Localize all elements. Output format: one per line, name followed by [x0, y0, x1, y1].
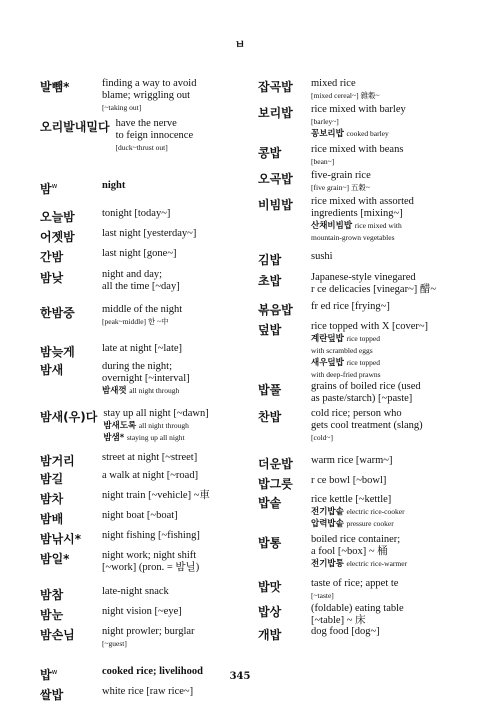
- sub-entry: 전기밥통 electric rice-warmer: [311, 559, 408, 569]
- entry-definition: [102, 78, 250, 114]
- definition-line: cooked rice; livelihood: [102, 666, 203, 677]
- definition-line: ingredients [mixing~]: [311, 208, 403, 219]
- definition-line: night work; night shift: [102, 550, 197, 561]
- entry-headword: 비빔밥: [258, 198, 293, 212]
- dictionary-entry: [40, 686, 250, 703]
- definition-line: boiled rice container;: [311, 534, 401, 545]
- entry-headword: 밤낚시*: [40, 532, 82, 546]
- definition-line: sushi: [311, 251, 333, 262]
- definition-line: stay up all night [~dawn]: [103, 408, 209, 419]
- definition-line: tonight [today~]: [102, 208, 171, 219]
- entry-headword: 보리밥: [258, 106, 293, 120]
- entry-headword: 밤손님: [40, 628, 75, 642]
- entry-headword: 밥$^w$: [40, 668, 58, 682]
- entry-headword: 쌀밥: [40, 688, 64, 702]
- sub-entry: 꽁보리밥 cooked barley: [311, 129, 389, 139]
- entry-definition: [102, 490, 250, 507]
- definition-line: rice kettle [~kettle]: [311, 494, 392, 505]
- dictionary-entry: [40, 408, 251, 444]
- entry-definition: [102, 510, 250, 527]
- dictionary-entry: [40, 343, 250, 360]
- dictionary-entry: [258, 578, 463, 602]
- definition-line: night and day;: [102, 269, 163, 280]
- dictionary-entry: [40, 490, 250, 507]
- dictionary-entry: [258, 626, 463, 643]
- definition-line: night boat [~boat]: [102, 510, 178, 521]
- dictionary-entry: [258, 272, 463, 296]
- dictionary-entry: [258, 455, 463, 472]
- dictionary-entry: [40, 606, 250, 623]
- definition-line: [bean~]: [311, 157, 335, 166]
- definition-line: overnight [~interval]: [102, 373, 190, 384]
- entry-definition: [102, 626, 250, 650]
- dictionary-entry: [258, 321, 463, 381]
- dictionary-entry: [258, 494, 463, 530]
- entry-headword: 밤거리: [40, 454, 75, 468]
- definition-line: cold rice; person who: [311, 408, 402, 419]
- entry-headword: 밤새(우)다: [40, 410, 98, 424]
- entry-definition: [102, 550, 250, 574]
- definition-line: rice mixed with beans: [311, 144, 404, 155]
- definition-line: rice mixed with assorted: [311, 196, 414, 207]
- definition-line: [five grain~] 五穀~: [311, 183, 370, 192]
- dictionary-entry: [258, 78, 463, 102]
- entry-headword: 밤차: [40, 492, 64, 506]
- entry-definition: [311, 475, 463, 492]
- dictionary-entry: [258, 408, 463, 444]
- entry-definition: [311, 170, 463, 194]
- entry-headword: 오곡밥: [258, 172, 293, 186]
- sub-entry: 계란덮밥 rice topped: [311, 334, 381, 344]
- entry-definition: [311, 321, 463, 381]
- entry-headword: 콩밥: [258, 146, 282, 160]
- entry-definition: [311, 408, 463, 444]
- entry-definition: [102, 228, 250, 245]
- entry-definition: [311, 578, 463, 602]
- entry-definition: [311, 196, 463, 244]
- definition-line: [peak~middle] 한 ~中: [102, 317, 169, 326]
- definition-line: as paste/starch) [~paste]: [311, 393, 413, 404]
- definition-line: (foldable) eating table: [311, 603, 404, 614]
- definition-line: last night [gone~]: [102, 248, 177, 259]
- definition-line: have the nerve: [115, 118, 177, 129]
- entry-headword: 밥풀: [258, 383, 282, 397]
- entry-headword: 김밥: [258, 253, 282, 267]
- definition-line: [mixed cereal~] 雜穀~: [311, 91, 380, 100]
- sub-entry: 밤샘* staying up all night: [103, 433, 185, 443]
- dictionary-entry: [40, 510, 250, 527]
- definition-line: r ce bowl [~bowl]: [311, 475, 387, 486]
- definition-line: [duck~thrust out]: [115, 143, 168, 152]
- entry-headword: 오늘밤: [40, 210, 75, 224]
- dictionary-entry: [258, 170, 463, 194]
- entry-definition: [311, 251, 463, 268]
- entry-definition: [311, 494, 463, 530]
- definition-line: night train [~vehicle] ~車: [102, 490, 210, 501]
- dictionary-entry: [40, 248, 250, 265]
- sub-entry: 새우덮밥 rice topped: [311, 358, 381, 368]
- dictionary-entry: [40, 269, 250, 293]
- definition-line: grains of boiled rice (used: [311, 381, 421, 392]
- entry-headword: 어젯밤: [40, 230, 75, 244]
- sub-entry: 밤새껏 all night through: [102, 386, 180, 396]
- dictionary-entry: [40, 228, 250, 245]
- definition-line: Japanese-style vinegared: [311, 272, 416, 283]
- dictionary-entry: [258, 301, 463, 318]
- definition-line: last night [yesterday~]: [102, 228, 197, 239]
- entry-headword: 밤일*: [40, 552, 70, 566]
- entry-definition: [102, 180, 250, 197]
- definition-line: five-grain rice: [311, 170, 371, 181]
- entry-definition: [311, 626, 463, 643]
- dictionary-entry: [40, 586, 250, 603]
- entry-headword: 밤참: [40, 588, 64, 602]
- definition-line: rice mixed with barley: [311, 104, 406, 115]
- dictionary-entry: [258, 475, 463, 492]
- definition-line: blame; wriggling out: [102, 90, 191, 101]
- definition-line: to feign innocence: [115, 130, 194, 141]
- sub-entry: 밤새도록 all night through: [103, 421, 189, 431]
- entry-definition: [311, 455, 463, 472]
- definition-line: during the night;: [102, 361, 172, 372]
- dictionary-entry: [40, 361, 250, 397]
- dictionary-entry: [258, 534, 463, 570]
- entry-definition: [311, 144, 463, 168]
- definition-line: a fool [~box] ~ 桶: [311, 546, 388, 557]
- definition-line: with deep-fried prawns: [311, 370, 381, 379]
- dictionary-entry: [40, 626, 250, 650]
- entry-headword: 밤새: [40, 363, 64, 377]
- entry-headword: 밥솥: [258, 496, 282, 510]
- entry-headword: 밤낮: [40, 271, 64, 285]
- entry-definition: [103, 408, 251, 444]
- definition-line: street at night [~street]: [102, 452, 198, 463]
- definition-line: gets cool treatment (slang): [311, 420, 423, 431]
- entry-headword: 밤늦게: [40, 345, 75, 359]
- definition-line: [~taste]: [311, 591, 334, 600]
- dictionary-entry: [40, 452, 250, 469]
- dictionary-entry: [40, 530, 250, 547]
- entry-definition: [102, 586, 250, 603]
- dictionary-entry: [40, 78, 250, 114]
- definition-line: a walk at night [~road]: [102, 470, 199, 481]
- entry-headword: 발뺌*: [40, 80, 70, 94]
- definition-line: late-night snack: [102, 586, 169, 597]
- entry-definition: [311, 381, 463, 405]
- definition-line: warm rice [warm~]: [311, 455, 393, 466]
- sub-entry: 압력밥솥 pressure cooker: [311, 519, 394, 529]
- entry-definition: [311, 534, 463, 570]
- definition-line: [~guest]: [102, 639, 127, 648]
- entry-headword: 더운밥: [258, 457, 293, 471]
- entry-definition: [102, 208, 250, 225]
- definition-line: rice topped with X [cover~]: [311, 321, 429, 332]
- definition-line: [~work] (pron. = 밤닐): [102, 562, 200, 573]
- dictionary-entry: [40, 304, 250, 328]
- definition-line: [cold~]: [311, 433, 333, 442]
- entry-definition: [311, 104, 463, 140]
- entry-headword: 오리발내밀다: [40, 120, 110, 134]
- entry-definition: [311, 78, 463, 102]
- definition-line: r ce delicacies [vinegar~] 醋~: [311, 284, 437, 295]
- definition-line: fr ed rice [frying~]: [311, 301, 390, 312]
- entry-definition: [102, 361, 250, 397]
- definition-line: night fishing [~fishing]: [102, 530, 200, 541]
- entry-definition: [311, 603, 463, 627]
- entry-definition: [311, 301, 463, 318]
- definition-line: with scrambled eggs: [311, 346, 373, 355]
- definition-line: [barley~]: [311, 117, 339, 126]
- entry-headword: 간밤: [40, 250, 64, 264]
- entry-headword: 한밤중: [40, 306, 75, 320]
- entry-headword: 밥상: [258, 605, 282, 619]
- entry-headword: 밤눈: [40, 608, 64, 622]
- definition-line: night: [102, 180, 126, 191]
- entry-definition: [102, 248, 250, 265]
- entry-definition: [102, 343, 250, 360]
- definition-line: all the time [~day]: [102, 281, 180, 292]
- sub-entry: 전기밥솥 electric rice-cooker: [311, 507, 405, 517]
- entry-headword: 초밥: [258, 274, 282, 288]
- page-header: ㅂ: [234, 38, 246, 51]
- entry-headword: 찬밥: [258, 410, 282, 424]
- dictionary-entry: [40, 550, 250, 574]
- entry-headword: 덮밥: [258, 323, 282, 337]
- dictionary-entry: [258, 251, 463, 268]
- entry-definition: [102, 304, 250, 328]
- entry-headword: 개밥: [258, 628, 282, 642]
- definition-line: night prowler; burglar: [102, 626, 195, 637]
- definition-line: night vision [~eye]: [102, 606, 182, 617]
- dictionary-entry: [40, 470, 250, 487]
- entry-definition: [102, 470, 250, 487]
- entry-headword: 밥그릇: [258, 477, 293, 491]
- definition-line: mountain-grown vegetables: [311, 233, 395, 242]
- entry-headword: 잡곡밥: [258, 80, 293, 94]
- entry-headword: 밤배: [40, 512, 64, 526]
- dictionary-entry: [40, 208, 250, 225]
- dictionary-entry: [258, 603, 463, 627]
- definition-line: white rice [raw rice~]: [102, 686, 194, 697]
- definition-line: [~table] ~ 床: [311, 615, 366, 626]
- entry-definition: [102, 686, 250, 703]
- entry-headword: 밥맛: [258, 580, 282, 594]
- definition-line: dog food [dog~]: [311, 626, 380, 637]
- definition-line: mixed rice: [311, 78, 356, 89]
- definition-line: [~taking out]: [102, 103, 142, 112]
- entry-definition: [102, 530, 250, 547]
- entry-headword: 밤$^w$: [40, 182, 58, 196]
- definition-line: taste of rice; appet te: [311, 578, 399, 589]
- sub-entry: 산채비빔밥 rice mixed with: [311, 221, 402, 231]
- page-number: 345: [229, 671, 251, 682]
- dictionary-entry: [258, 144, 463, 168]
- definition-line: late at night [~late]: [102, 343, 183, 354]
- dictionary-entry: [258, 104, 463, 140]
- definition-line: finding a way to avoid: [102, 78, 197, 89]
- entry-definition: [102, 452, 250, 469]
- entry-definition: [311, 272, 463, 296]
- dictionary-entry: [258, 381, 463, 405]
- definition-line: middle of the night: [102, 304, 183, 315]
- entry-definition: [102, 606, 250, 623]
- entry-headword: 밤길: [40, 472, 64, 486]
- dictionary-entry: [258, 196, 463, 244]
- dictionary-entry: [40, 180, 250, 197]
- entry-definition: [116, 118, 264, 154]
- entry-headword: 밥통: [258, 536, 282, 550]
- dictionary-entry: [40, 118, 264, 154]
- entry-headword: 볶음밥: [258, 303, 293, 317]
- entry-definition: [102, 269, 250, 293]
